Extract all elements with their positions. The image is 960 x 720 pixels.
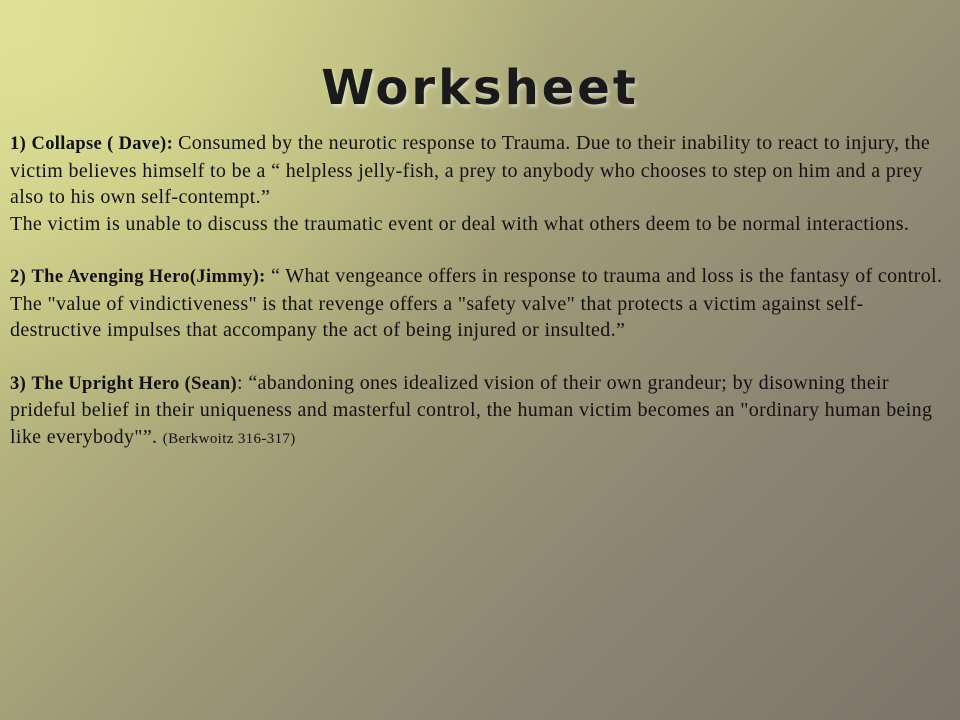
item-heading: Collapse ( Dave)	[31, 134, 167, 154]
slide-body	[10, 130, 950, 478]
worksheet-item-upright-hero	[10, 370, 950, 453]
item-number: 3)	[10, 373, 27, 394]
worksheet-item-avenging-hero	[10, 263, 950, 344]
item-number: 1)	[10, 134, 27, 154]
item-text: “ What vengeance offers in response to trauma and loss is the fantasy of control. The "value of vindictiveness" is that revenge offers a "safety valve" that protects a victim against self-destructive impulses that accompany the act of being injured or insulted.”	[10, 265, 943, 341]
item-number: 2)	[10, 267, 27, 287]
worksheet-item-collapse	[10, 130, 950, 237]
item-separator: :	[237, 371, 249, 394]
item-text: “abandoning ones idealized vision of their own grandeur; by disowning their prideful belief in their uniqueness and masterful control, the human victim becomes an "ordinary human being like everybody"”.	[10, 371, 933, 448]
item-text: Consumed by the neurotic response to Trauma. Due to their inability to react to injury, the victim believes himself to be a “ helpless jelly-fish, a prey to anybody who chooses to step on him and a prey also to his own self-contempt.”	[10, 132, 931, 208]
item-heading: The Avenging Hero(Jimmy):	[31, 267, 266, 287]
item-text-continued: The victim is unable to discuss the traumatic event or deal with what others deem to be normal interactions.	[10, 212, 910, 235]
item-heading: The Upright Hero (Sean)	[31, 373, 238, 394]
citation: (Berkwoitz 316-317)	[162, 430, 296, 447]
slide-title: Worksheet	[321, 60, 639, 116]
item-separator: :	[166, 134, 179, 154]
